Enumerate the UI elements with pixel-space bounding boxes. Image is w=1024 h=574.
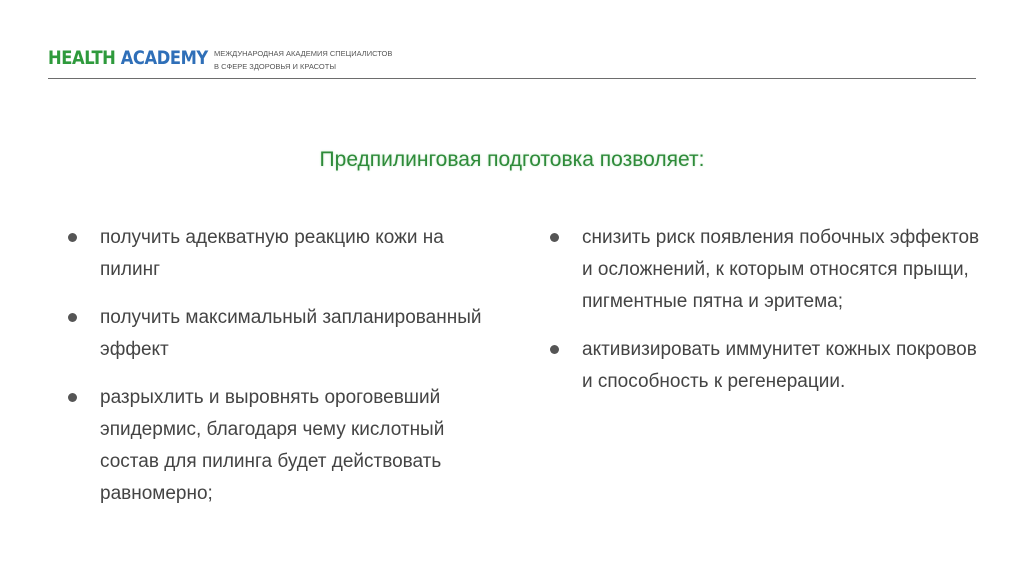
list-item <box>68 302 488 366</box>
bullet-icon <box>68 233 77 242</box>
bullet-icon <box>68 313 77 322</box>
list-item-text: снизить риск появления побочных эффектов и осложнений, к которым относятся прыщи, пигментные пятна и эритема; <box>582 227 980 312</box>
list-item <box>68 222 488 286</box>
list-item-text: активизировать иммунитет кожных покровов и способность к регенерации. <box>582 339 977 392</box>
tagline-line-1: МЕЖДУНАРОДНАЯ АКАДЕМИЯ СПЕЦИАЛИСТОВ <box>214 49 393 58</box>
bullet-icon <box>68 393 77 402</box>
header <box>48 44 976 79</box>
list-item <box>550 222 980 318</box>
tagline <box>214 47 392 73</box>
list-item-text: разрыхлить и выровнять ороговевший эпидермис, благодаря чему кислотный состав для пилинга будет действовать равномерно; <box>100 387 445 504</box>
list-item-text: получить адекватную реакцию кожи на пилинг <box>100 227 444 280</box>
list-item <box>68 382 488 510</box>
list-item-text: получить максимальный запланированный эффект <box>100 307 482 360</box>
logo-word-academy: ACADEMY <box>120 47 208 69</box>
bullet-icon <box>550 233 559 242</box>
left-bullet-list <box>68 222 488 526</box>
brand-logo <box>48 47 208 69</box>
tagline-line-2: В СФЕРЕ ЗДОРОВЬЯ И КРАСОТЫ <box>214 62 336 71</box>
list-item <box>550 334 980 398</box>
slide-title: Предпилинговая подготовка позволяет: <box>319 148 705 171</box>
bullet-icon <box>550 345 559 354</box>
right-bullet-list <box>550 222 980 414</box>
logo-word-health: HEALTH <box>48 47 116 69</box>
